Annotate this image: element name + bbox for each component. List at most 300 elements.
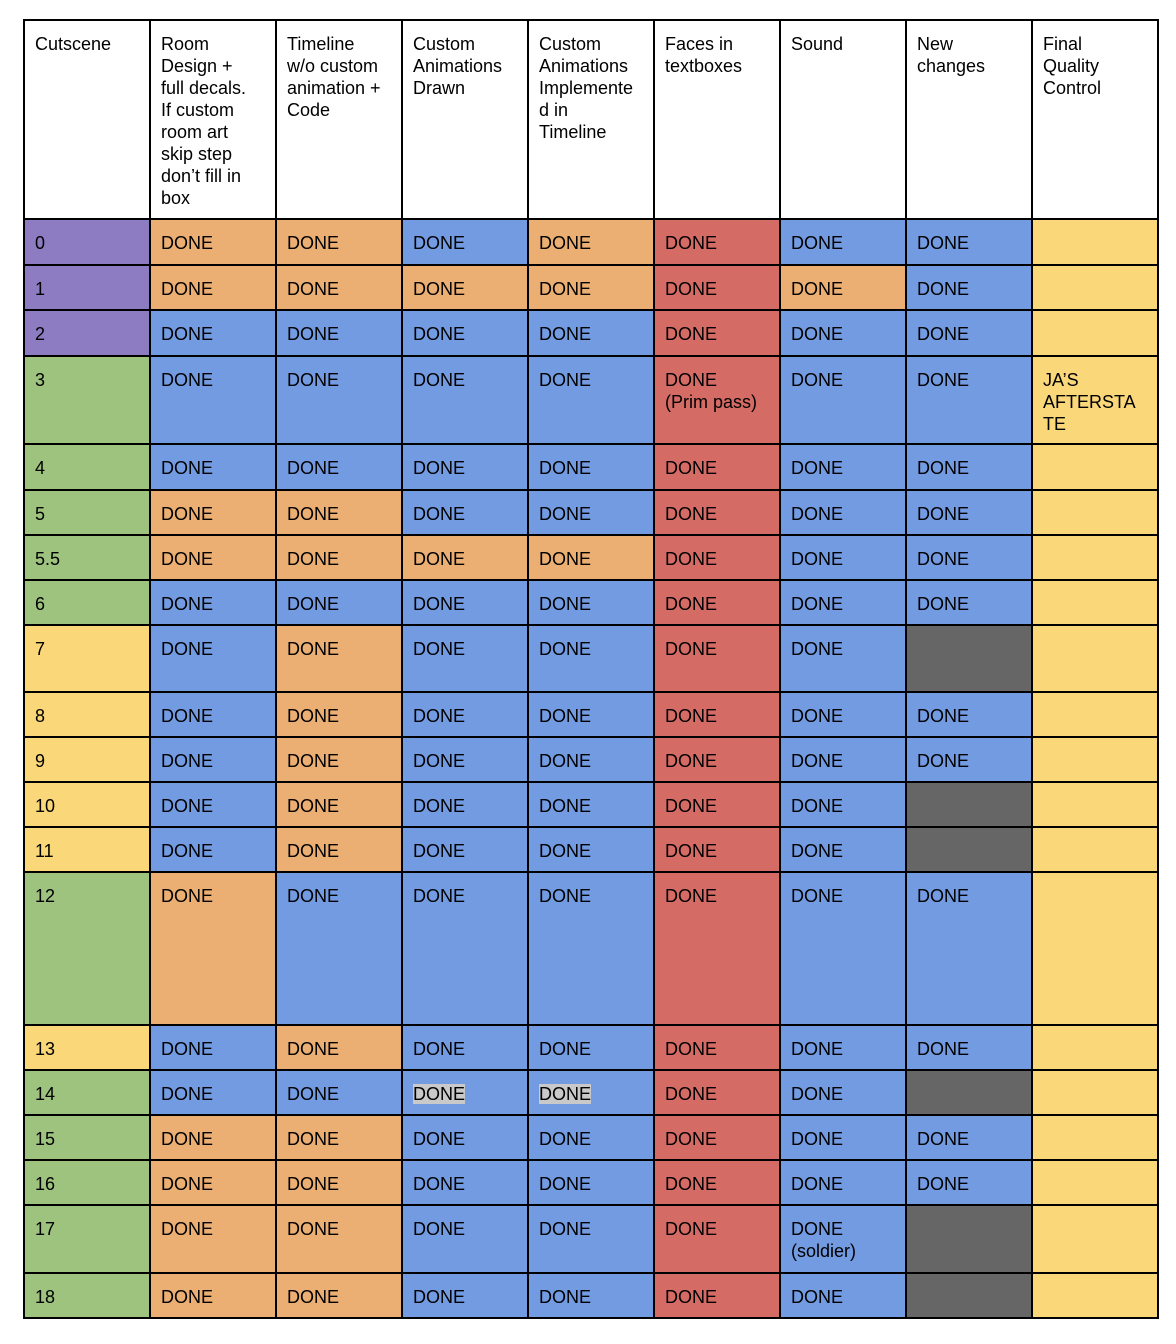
cell-final-quality-control[interactable] (1032, 219, 1158, 265)
cell-text: DONE (413, 706, 466, 726)
cell-room-design[interactable] (150, 692, 276, 737)
cell-timeline[interactable] (276, 535, 402, 580)
cell-faces-in-textboxes[interactable] (654, 1025, 780, 1070)
cell-sound[interactable] (780, 827, 906, 872)
cell-custom-animations-implemented[interactable] (528, 1025, 654, 1070)
cell-text: DONE (287, 706, 340, 726)
cell-text: DONE (287, 504, 340, 524)
cell-new-changes[interactable] (906, 625, 1032, 692)
cell-room-design[interactable] (150, 872, 276, 1025)
cell-text: DONE (161, 1219, 214, 1239)
cell-text: DONE (917, 594, 970, 614)
cell-text: 10 (35, 796, 56, 816)
header-label-line: skip step (161, 144, 233, 164)
cell-text: DONE (539, 1174, 592, 1194)
cell-new-changes[interactable] (906, 580, 1032, 625)
cell-text: 18 (35, 1287, 56, 1307)
cell-text: DONE (161, 1039, 214, 1059)
cell-timeline[interactable] (276, 827, 402, 872)
cell-custom-animations-drawn[interactable] (402, 535, 528, 580)
cell-custom-animations-implemented[interactable] (528, 444, 654, 490)
cutscene-id-cell[interactable] (24, 219, 150, 265)
cell-faces-in-textboxes[interactable] (654, 872, 780, 1025)
header-label-line: Code (287, 100, 331, 120)
cell-timeline[interactable] (276, 1205, 402, 1273)
cell-room-design[interactable] (150, 625, 276, 692)
cell-text: DONE (665, 1084, 718, 1104)
header-label-line: Quality (1043, 56, 1100, 76)
cell-room-design[interactable] (150, 535, 276, 580)
cell-new-changes[interactable] (906, 444, 1032, 490)
cell-faces-in-textboxes[interactable] (654, 1070, 780, 1115)
cell-custom-animations-implemented[interactable] (528, 737, 654, 782)
cell-custom-animations-drawn[interactable] (402, 1205, 528, 1273)
header-new-changes[interactable] (906, 20, 1032, 219)
cell-custom-animations-drawn[interactable] (402, 265, 528, 310)
cell-custom-animations-implemented[interactable] (528, 1070, 654, 1115)
table-row (24, 1273, 1158, 1318)
cell-new-changes[interactable] (906, 490, 1032, 535)
cell-text: DONE (287, 1219, 340, 1239)
cell-text: DONE (413, 324, 466, 344)
cell-room-design[interactable] (150, 1205, 276, 1273)
cell-custom-animations-drawn[interactable] (402, 219, 528, 265)
table-row (24, 490, 1158, 535)
cell-faces-in-textboxes[interactable] (654, 490, 780, 535)
cell-room-design[interactable] (150, 1160, 276, 1205)
cell-room-design[interactable] (150, 1115, 276, 1160)
cell-custom-animations-drawn[interactable] (402, 1160, 528, 1205)
cell-new-changes[interactable] (906, 1205, 1032, 1273)
table-body (24, 219, 1158, 1318)
header-label-line: full decals. (161, 78, 247, 98)
cell-text: DONE (413, 279, 466, 299)
cell-custom-animations-implemented[interactable] (528, 535, 654, 580)
header-timeline[interactable] (276, 20, 402, 219)
header-custom-animations-drawn[interactable] (402, 20, 528, 219)
cell-sound[interactable] (780, 356, 906, 444)
cell-text: (soldier) (791, 1241, 857, 1261)
cell-custom-animations-implemented[interactable] (528, 219, 654, 265)
cell-custom-animations-implemented[interactable] (528, 1115, 654, 1160)
header-label-line: If custom (161, 100, 235, 120)
cell-custom-animations-implemented[interactable] (528, 625, 654, 692)
cell-timeline[interactable] (276, 490, 402, 535)
cell-room-design[interactable] (150, 737, 276, 782)
header-label-line: room art (161, 122, 229, 142)
cell-timeline[interactable] (276, 782, 402, 827)
cell-custom-animations-implemented[interactable] (528, 782, 654, 827)
cell-text: DONE (917, 1174, 970, 1194)
cell-custom-animations-implemented[interactable] (528, 1273, 654, 1318)
cell-text: DONE (917, 279, 970, 299)
cell-final-quality-control[interactable] (1032, 737, 1158, 782)
cell-faces-in-textboxes[interactable] (654, 1205, 780, 1273)
table-row (24, 1160, 1158, 1205)
cell-room-design[interactable] (150, 782, 276, 827)
cell-sound[interactable] (780, 1115, 906, 1160)
cell-custom-animations-implemented[interactable] (528, 310, 654, 356)
cell-sound[interactable] (780, 872, 906, 1025)
table-row (24, 1070, 1158, 1115)
header-custom-animations-implemented[interactable] (528, 20, 654, 219)
cell-new-changes[interactable] (906, 310, 1032, 356)
cell-text: 17 (35, 1219, 56, 1239)
cutscene-id-cell[interactable] (24, 872, 150, 1025)
cell-new-changes[interactable] (906, 737, 1032, 782)
cell-final-quality-control[interactable] (1032, 490, 1158, 535)
cell-timeline[interactable] (276, 737, 402, 782)
cell-text: DONE (161, 324, 214, 344)
cell-custom-animations-implemented[interactable] (528, 1205, 654, 1273)
cell-custom-animations-drawn[interactable] (402, 310, 528, 356)
cell-text: DONE (665, 549, 718, 569)
cutscene-id-cell[interactable] (24, 1205, 150, 1273)
cell-custom-animations-implemented[interactable] (528, 580, 654, 625)
cell-new-changes[interactable] (906, 1160, 1032, 1205)
cell-new-changes[interactable] (906, 219, 1032, 265)
cutscene-id-cell[interactable] (24, 535, 150, 580)
cell-timeline[interactable] (276, 310, 402, 356)
table-row (24, 444, 1158, 490)
cell-sound[interactable] (780, 1025, 906, 1070)
header-label-line: Timeline (287, 34, 355, 54)
header-label-line: animation + (287, 78, 381, 98)
cell-faces-in-textboxes[interactable] (654, 356, 780, 444)
cell-text: DONE (791, 549, 844, 569)
cell-room-design[interactable] (150, 310, 276, 356)
cell-text: DONE (287, 1174, 340, 1194)
cell-sound[interactable] (780, 1205, 906, 1273)
cell-text: DONE (665, 504, 718, 524)
cell-custom-animations-drawn[interactable] (402, 1273, 528, 1318)
cell-text: 2 (35, 324, 46, 344)
cell-text: DONE (917, 751, 970, 771)
cell-text: DONE (413, 1084, 466, 1104)
cell-final-quality-control[interactable] (1032, 310, 1158, 356)
cell-timeline[interactable] (276, 1070, 402, 1115)
cell-sound[interactable] (780, 782, 906, 827)
cell-text: DONE (791, 751, 844, 771)
cell-text: DONE (791, 324, 844, 344)
cell-new-changes[interactable] (906, 265, 1032, 310)
cell-text: DONE (791, 594, 844, 614)
header-room-design[interactable] (150, 20, 276, 219)
cell-sound[interactable] (780, 444, 906, 490)
cell-text: DONE (791, 1287, 844, 1307)
cell-new-changes[interactable] (906, 356, 1032, 444)
header-final-quality-control[interactable] (1032, 20, 1158, 219)
cutscene-id-cell[interactable] (24, 444, 150, 490)
cell-final-quality-control[interactable] (1032, 1070, 1158, 1115)
cell-text: DONE (413, 886, 466, 906)
cell-room-design[interactable] (150, 1025, 276, 1070)
cell-text: DONE (917, 233, 970, 253)
cutscene-id-cell[interactable] (24, 490, 150, 535)
cell-custom-animations-drawn[interactable] (402, 356, 528, 444)
table-row (24, 692, 1158, 737)
cell-text: DONE (413, 233, 466, 253)
cell-room-design[interactable] (150, 1273, 276, 1318)
cell-room-design[interactable] (150, 356, 276, 444)
cell-text: DONE (161, 886, 214, 906)
cell-new-changes[interactable] (906, 692, 1032, 737)
cell-final-quality-control[interactable] (1032, 782, 1158, 827)
cell-sound[interactable] (780, 310, 906, 356)
cutscene-id-cell[interactable] (24, 580, 150, 625)
cell-custom-animations-drawn[interactable] (402, 490, 528, 535)
cell-text: DONE (161, 796, 214, 816)
table-row (24, 737, 1158, 782)
cell-custom-animations-implemented[interactable] (528, 356, 654, 444)
cell-custom-animations-implemented[interactable] (528, 692, 654, 737)
cell-sound[interactable] (780, 219, 906, 265)
cell-sound[interactable] (780, 1070, 906, 1115)
cell-final-quality-control[interactable] (1032, 872, 1158, 1025)
header-label-line: w/o custom (287, 56, 379, 76)
cell-text: DONE (791, 886, 844, 906)
cutscene-id-cell[interactable] (24, 782, 150, 827)
cell-custom-animations-drawn[interactable] (402, 737, 528, 782)
cell-room-design[interactable] (150, 444, 276, 490)
cell-new-changes[interactable] (906, 1025, 1032, 1070)
cell-final-quality-control[interactable] (1032, 1205, 1158, 1273)
cell-new-changes[interactable] (906, 872, 1032, 1025)
cell-final-quality-control[interactable] (1032, 625, 1158, 692)
cell-text: DONE (413, 504, 466, 524)
cell-sound[interactable] (780, 535, 906, 580)
cell-final-quality-control[interactable] (1032, 1273, 1158, 1318)
cell-final-quality-control[interactable] (1032, 444, 1158, 490)
cell-text: DONE (539, 886, 592, 906)
cell-faces-in-textboxes[interactable] (654, 1160, 780, 1205)
cell-text: 11 (35, 841, 54, 861)
cell-faces-in-textboxes[interactable] (654, 219, 780, 265)
cell-faces-in-textboxes[interactable] (654, 625, 780, 692)
header-cutscene[interactable] (24, 20, 150, 219)
cell-text: DONE (539, 504, 592, 524)
cell-faces-in-textboxes[interactable] (654, 310, 780, 356)
cutscene-id-cell[interactable] (24, 356, 150, 444)
cell-faces-in-textboxes[interactable] (654, 1273, 780, 1318)
cell-text: DONE (917, 1129, 970, 1149)
cell-custom-animations-drawn[interactable] (402, 782, 528, 827)
cell-text: DONE (539, 324, 592, 344)
cell-timeline[interactable] (276, 1025, 402, 1070)
table-row (24, 580, 1158, 625)
cell-text: 8 (35, 706, 46, 726)
cell-text: 12 (35, 886, 56, 906)
cell-text: 9 (35, 751, 46, 771)
cell-new-changes[interactable] (906, 782, 1032, 827)
cell-final-quality-control[interactable] (1032, 827, 1158, 872)
cell-new-changes[interactable] (906, 1273, 1032, 1318)
cutscene-id-cell[interactable] (24, 310, 150, 356)
table-row (24, 535, 1158, 580)
cell-text: DONE (917, 886, 970, 906)
cell-final-quality-control[interactable] (1032, 580, 1158, 625)
cell-sound[interactable] (780, 1273, 906, 1318)
cell-new-changes[interactable] (906, 535, 1032, 580)
cell-timeline[interactable] (276, 625, 402, 692)
cell-timeline[interactable] (276, 356, 402, 444)
table-row (24, 872, 1158, 1025)
cell-sound[interactable] (780, 692, 906, 737)
cell-text: DONE (791, 1084, 844, 1104)
cell-text: DONE (161, 233, 214, 253)
cell-timeline[interactable] (276, 265, 402, 310)
cell-sound[interactable] (780, 737, 906, 782)
cell-final-quality-control[interactable] (1032, 535, 1158, 580)
cell-custom-animations-drawn[interactable] (402, 872, 528, 1025)
cell-text: DONE (287, 796, 340, 816)
cell-final-quality-control[interactable] (1032, 356, 1158, 444)
cell-final-quality-control[interactable] (1032, 265, 1158, 310)
table-row (24, 1205, 1158, 1273)
cell-sound[interactable] (780, 625, 906, 692)
cutscene-id-cell[interactable] (24, 827, 150, 872)
cell-custom-animations-drawn[interactable] (402, 580, 528, 625)
cell-sound[interactable] (780, 1160, 906, 1205)
cell-sound[interactable] (780, 265, 906, 310)
cell-custom-animations-drawn[interactable] (402, 692, 528, 737)
cell-new-changes[interactable] (906, 827, 1032, 872)
cell-text: DONE (917, 324, 970, 344)
cell-text: DONE (665, 594, 718, 614)
cell-timeline[interactable] (276, 872, 402, 1025)
cell-timeline[interactable] (276, 1115, 402, 1160)
cell-text: DONE (665, 279, 718, 299)
cell-final-quality-control[interactable] (1032, 1115, 1158, 1160)
cell-faces-in-textboxes[interactable] (654, 265, 780, 310)
cutscene-id-cell[interactable] (24, 1160, 150, 1205)
header-label-line: don’t fill in (161, 166, 242, 186)
cell-text: DONE (917, 370, 970, 390)
cell-room-design[interactable] (150, 265, 276, 310)
header-label-line: Custom (413, 34, 476, 54)
cell-custom-animations-drawn[interactable] (402, 1115, 528, 1160)
cutscene-id-cell[interactable] (24, 1273, 150, 1318)
cell-text: 0 (35, 233, 46, 253)
cell-text: DONE (161, 549, 214, 569)
cell-text: DONE (287, 1129, 340, 1149)
cell-custom-animations-implemented[interactable] (528, 265, 654, 310)
cell-text: 5.5 (35, 549, 61, 569)
cell-custom-animations-drawn[interactable] (402, 444, 528, 490)
header-label-line: box (161, 188, 191, 208)
cell-timeline[interactable] (276, 580, 402, 625)
cell-faces-in-textboxes[interactable] (654, 737, 780, 782)
cell-faces-in-textboxes[interactable] (654, 827, 780, 872)
cell-sound[interactable] (780, 490, 906, 535)
cell-custom-animations-implemented[interactable] (528, 827, 654, 872)
cell-custom-animations-implemented[interactable] (528, 1160, 654, 1205)
cell-text: DONE (665, 751, 718, 771)
cell-room-design[interactable] (150, 580, 276, 625)
cell-text: DONE (413, 1219, 466, 1239)
cell-text: 16 (35, 1174, 56, 1194)
cell-text: DONE (665, 370, 718, 390)
cell-sound[interactable] (780, 580, 906, 625)
cell-room-design[interactable] (150, 827, 276, 872)
header-faces-in-textboxes[interactable] (654, 20, 780, 219)
header-sound[interactable] (780, 20, 906, 219)
cell-faces-in-textboxes[interactable] (654, 1115, 780, 1160)
cell-faces-in-textboxes[interactable] (654, 535, 780, 580)
cell-new-changes[interactable] (906, 1115, 1032, 1160)
cell-text: DONE (161, 1287, 214, 1307)
cutscene-id-cell[interactable] (24, 692, 150, 737)
cell-text: DONE (287, 1287, 340, 1307)
cell-text: DONE (161, 370, 214, 390)
cell-text: DONE (539, 1129, 592, 1149)
cell-timeline[interactable] (276, 1273, 402, 1318)
cell-faces-in-textboxes[interactable] (654, 580, 780, 625)
cell-text: DONE (791, 796, 844, 816)
cutscene-id-cell[interactable] (24, 1025, 150, 1070)
cell-text: DONE (791, 1219, 844, 1239)
cutscene-id-cell[interactable] (24, 737, 150, 782)
cell-faces-in-textboxes[interactable] (654, 782, 780, 827)
cell-text: DONE (287, 233, 340, 253)
cutscene-id-cell[interactable] (24, 1115, 150, 1160)
cell-final-quality-control[interactable] (1032, 1160, 1158, 1205)
cell-text: DONE (539, 796, 592, 816)
cutscene-id-cell[interactable] (24, 1070, 150, 1115)
cell-custom-animations-implemented[interactable] (528, 490, 654, 535)
cell-text: DONE (791, 1174, 844, 1194)
cell-room-design[interactable] (150, 1070, 276, 1115)
cell-text: DONE (665, 706, 718, 726)
cell-custom-animations-drawn[interactable] (402, 827, 528, 872)
cell-text: DONE (161, 594, 214, 614)
header-label-line: Implemente (539, 78, 634, 98)
cell-text: DONE (539, 1219, 592, 1239)
header-label-line: Animations (413, 56, 503, 76)
cell-room-design[interactable] (150, 490, 276, 535)
cell-text: DONE (161, 279, 214, 299)
cell-room-design[interactable] (150, 219, 276, 265)
cell-custom-animations-drawn[interactable] (402, 1070, 528, 1115)
cell-new-changes[interactable] (906, 1070, 1032, 1115)
cell-faces-in-textboxes[interactable] (654, 444, 780, 490)
cell-custom-animations-implemented[interactable] (528, 872, 654, 1025)
cutscene-id-cell[interactable] (24, 625, 150, 692)
cell-text: 13 (35, 1039, 56, 1059)
cell-custom-animations-drawn[interactable] (402, 625, 528, 692)
cell-final-quality-control[interactable] (1032, 692, 1158, 737)
header-label-line: Final (1043, 34, 1083, 54)
header-label-line: Room (161, 34, 210, 54)
cell-timeline[interactable] (276, 444, 402, 490)
cell-final-quality-control[interactable] (1032, 1025, 1158, 1070)
cell-faces-in-textboxes[interactable] (654, 692, 780, 737)
cell-custom-animations-drawn[interactable] (402, 1025, 528, 1070)
cell-text: JA’S (1043, 370, 1079, 390)
header-label-line: Cutscene (35, 34, 112, 54)
cell-text: DONE (539, 1287, 592, 1307)
cell-timeline[interactable] (276, 692, 402, 737)
cell-text: DONE (287, 751, 340, 771)
cell-text: DONE (413, 796, 466, 816)
cutscene-id-cell[interactable] (24, 265, 150, 310)
header-label-line: Control (1043, 78, 1102, 98)
cell-text: DONE (413, 639, 466, 659)
cell-timeline[interactable] (276, 219, 402, 265)
header-label-line: Sound (791, 34, 844, 54)
cell-text: DONE (665, 796, 718, 816)
cell-timeline[interactable] (276, 1160, 402, 1205)
